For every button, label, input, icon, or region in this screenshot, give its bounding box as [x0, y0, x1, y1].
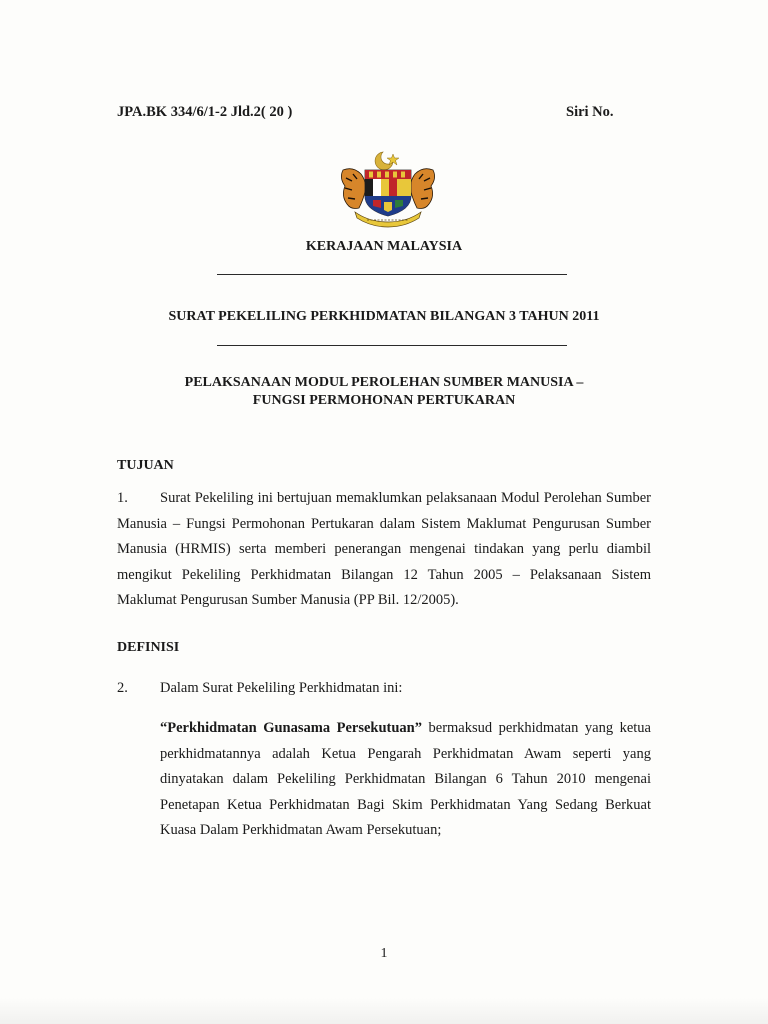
subject-line-1: PELAKSANAAN MODUL PEROLEHAN SUMBER MANUSIA – [184, 375, 584, 390]
divider-line [217, 274, 567, 275]
section-heading-tujuan: TUJUAN [117, 458, 174, 473]
paragraph-number: 2. [117, 680, 128, 696]
defined-term: “Perkhidmatan Gunasama Persekutuan” [160, 720, 422, 736]
paragraph-text: Surat Pekeliling ini bertujuan memaklumkan pelaksanaan Modul Perolehan Sumber Manusia – Fungsi Permohonan Pertukaran dalam Sistem Maklumat Pengurusan Sumber Manusia (HRMIS) serta memberi penerangan mengenai tindakan yang perlu diambil mengikut Pekeliling Perkhidmatan Bilangan 12 Tahun 2005 – Pelaksanaan Sistem Maklumat Pengurusan Sumber Manusia (PP Bil. 12/2005). [117, 490, 651, 608]
subject-line-2: FUNGSI PERMOHONAN PERTUKARAN [252, 393, 516, 408]
coat-of-arms-icon [333, 148, 443, 228]
paragraph-1 [117, 486, 651, 614]
serial-number-label: Siri No. [566, 104, 614, 120]
circular-title: SURAT PEKELILING PERKHIDMATAN BILANGAN 3 TAHUN 2011 [168, 309, 600, 324]
page-number: 1 [380, 946, 388, 961]
paragraph-number: 1. [117, 490, 128, 506]
paragraph-text: Dalam Surat Pekeliling Perkhidmatan ini: [160, 680, 403, 696]
page-bottom-edge [0, 998, 768, 1024]
section-heading-definisi: DEFINISI [117, 640, 180, 655]
paragraph-2 [117, 676, 651, 702]
divider-line [217, 345, 567, 346]
definition-block [160, 716, 651, 844]
reference-number: JPA.BK 334/6/1-2 Jld.2( 20 ) [117, 104, 293, 120]
government-name: KERAJAAN MALAYSIA [305, 239, 463, 254]
definition-text: bermaksud perkhidmatan yang ketua perkhidmatannya adalah Ketua Pengarah Perkhidmatan Awam seperti yang dinyatakan dalam Pekeliling Perkhidmatan Bilangan 6 Tahun 2010 mengenai Penetapan Ketua Perkhidmatan Bagi Skim Perkhidmatan Yang Sedang Berkuat Kuasa Dalam Perkhidmatan Awam Persekutuan; [160, 720, 651, 838]
